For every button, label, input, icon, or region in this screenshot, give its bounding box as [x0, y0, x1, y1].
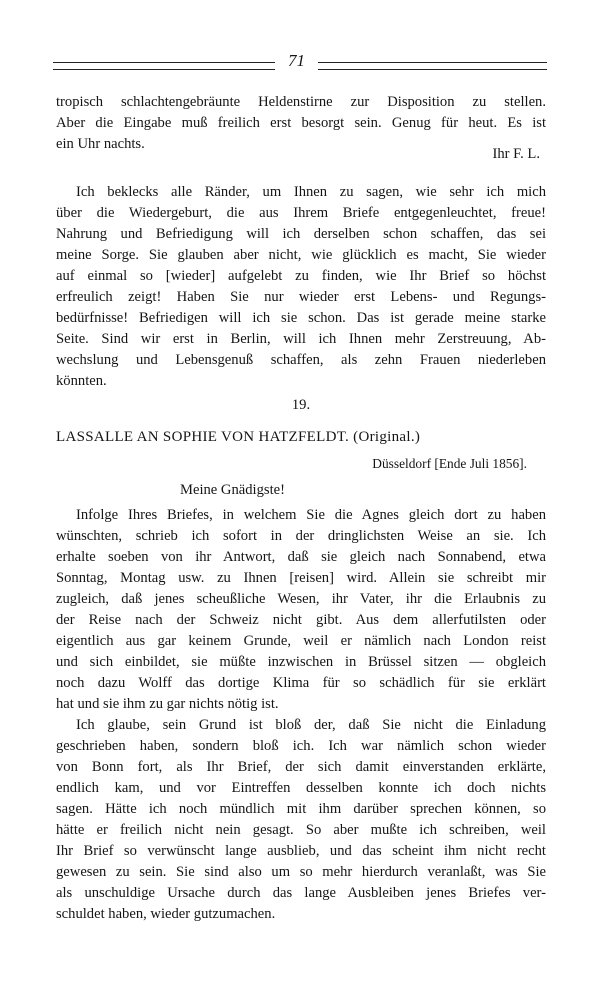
text-line: bedürfnisse! Befriedigen will ich sie schon. Das ist gerade meine starke: [56, 310, 546, 326]
place-date: Düsseldorf [Ende Juli 1856].: [372, 456, 527, 471]
text-line: als unschuldige Ursache durch das lange Ausbleiben jenes Briefes ver-: [56, 885, 546, 901]
text-line: Infolge Ihres Briefes, in welchem Sie die Agnes gleich dort zu haben: [76, 507, 546, 523]
text-line: zugleich, daß jenes scheußliche Wesen, ihr Vater, ihr die Erlaubnis zu: [56, 591, 546, 607]
text-line: noch dazu Wolff das dortige Klima für so schädlich für sie erklärt: [56, 675, 546, 691]
header-rule-left: [53, 62, 275, 70]
text-line: auf einmal so [wieder] aufgelebt zu finden, wie Ihr Brief so höchst: [56, 268, 546, 284]
text-line: hat und sie ihm zu gar nichts nötig ist.: [56, 696, 279, 712]
text-line: schuldet haben, wieder gutzumachen.: [56, 906, 276, 922]
text-line: Ich glaube, sein Grund ist bloß der, daß Sie nicht die Einladung: [76, 717, 546, 733]
text-line: Ihr Brief so verwünscht lange ausblieb, und das scheint ihm nicht recht: [56, 843, 546, 859]
text-line: Nahrung und Befriedigung will ich derselben schon schaffen, das sei: [56, 226, 546, 242]
text-line: der Reise nach der Schweiz nicht gibt. Aus dem allerfutilsten oder: [56, 612, 546, 628]
text-line: ein Uhr nachts.: [56, 136, 145, 152]
text-line: Seite. Sind wir erst in Berlin, will ich Ihnen mehr Zerstreuung, Ab-: [56, 331, 546, 347]
text-line: Sonntag, Montag usw. zu Ihnen [reisen] wird. Allein sie schreibt mir: [56, 570, 546, 586]
text-line: wechslung und Lebensgenuß schaffen, als zehn Frauen niederleben: [56, 352, 546, 368]
text-line: endlich kam, und vor Eintreffen desselben konnte ich doch nichts: [56, 780, 546, 796]
text-line: hätte er freilich nicht nein gesagt. So aber mußte ich schreiben, weil: [56, 822, 546, 838]
text-line: geschrieben haben, sondern bloß ich. Ich war nämlich schon wieder: [56, 738, 546, 754]
text-line: sagen. Hätte ich noch mündlich mit ihm darüber sprechen können, so: [56, 801, 546, 817]
signature: Ihr F. L.: [492, 146, 540, 162]
text-line: tropisch schlachtengebräunte Heldenstirne zur Disposition zu stellen.: [56, 94, 546, 110]
text-line: und sich einbildet, sie müßte inzwischen in Brüssel sitzen — obgleich: [56, 654, 546, 670]
text-line: meine Sorge. Sie glauben aber nicht, wie glücklich es macht, Sie wieder: [56, 247, 546, 263]
text-line: wünschten, schrieb ich sofort in der dringlichsten Weise an sie. Ich: [56, 528, 546, 544]
page-number: 71: [288, 51, 305, 70]
header-rule-right: [318, 62, 547, 70]
text-line: könnten.: [56, 373, 107, 389]
text-line: erfreulich zeigt! Haben Sie nur wieder erst Lebens- und Regungs-: [56, 289, 546, 305]
text-line: eigentlich aus gar keinem Grunde, weil er nämlich nach London reist: [56, 633, 546, 649]
text-line: erhalte soeben von ihr Antwort, daß sie gleich nach Sonnabend, etwa: [56, 549, 546, 565]
text-line: Ich beklecks alle Ränder, um Ihnen zu sagen, wie sehr ich mich: [76, 184, 546, 200]
text-line: Aber die Eingabe muß freilich erst besorgt sein. Genug für heut. Es ist: [56, 115, 546, 131]
salutation: Meine Gnädigste!: [180, 482, 285, 498]
text-line: von Bonn fort, als Ihr Brief, der sich damit einverstanden erklärte,: [56, 759, 546, 775]
letter-title: LASSALLE AN SOPHIE VON HATZFELDT. (Original.): [56, 429, 421, 445]
text-line: gewesen zu sein. Sie sind also um so mehr hierdurch veranlaßt, was Sie: [56, 864, 546, 880]
letter-number: 19.: [291, 397, 311, 413]
text-line: über die Wiedergeburt, die aus Ihrem Briefe entgegenleuchtet, freue!: [56, 205, 546, 221]
